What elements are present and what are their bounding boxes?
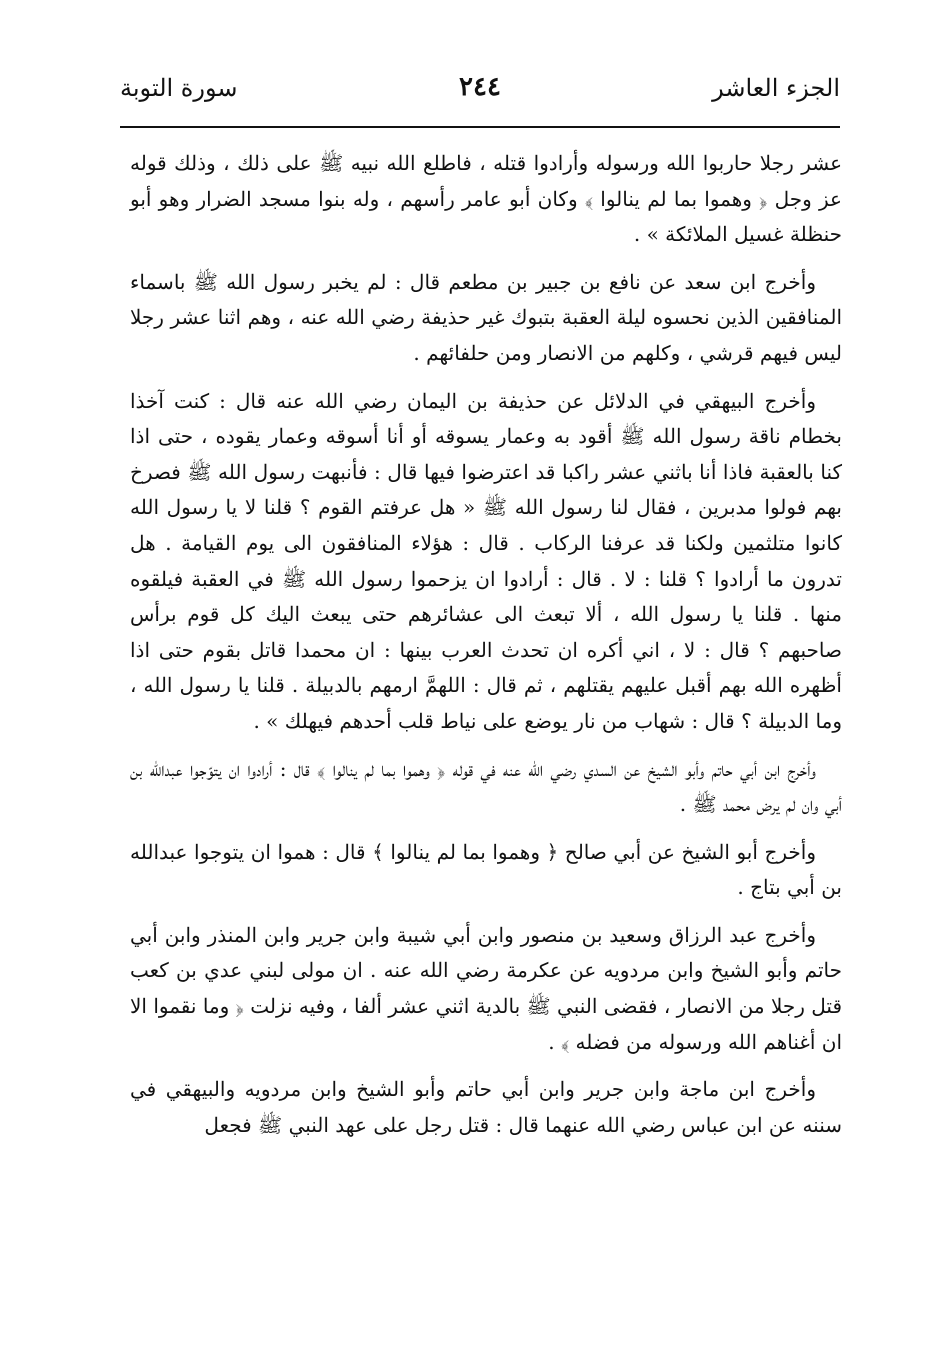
part-title: الجزء العاشر xyxy=(712,74,840,102)
paragraph: عشر رجلا حاربوا الله ورسوله وأرادوا قتله ، فاطلع الله نبيه ﷺ على ذلك ، وذلك قوله عز وجل ﴿ وهموا بما لم ينالوا ﴾ وكان أبو عامر رأسهم ، وله بنوا مسجد الضرار وهو أبو حنظلة غسيل الملائكة » . xyxy=(130,151,842,247)
paragraph: وأخرج ابن أبي حاتم وأبو الشيخ عن السدي رضي الله عنه في قوله ﴿ وهموا بما لم ينالوا ﴾ قال : أرادوا ان يتوّجوا عبدالله بن أبي وان لم يرض محمد ﷺ . xyxy=(130,756,842,817)
paragraph: وأخرج أبو الشيخ عن أبي صالح ﴿ وهموا بما لم ينالوا ﴾ قال : هموا ان يتوجوا عبدالله بن أبي بتاج . xyxy=(130,839,842,900)
header-divider xyxy=(120,126,840,128)
page-number: ٢٤٤ xyxy=(459,72,501,102)
page-header xyxy=(120,70,840,120)
paragraph: وأخرج عبد الرزاق وسعيد بن منصور وابن أبي شيبة وابن جرير وابن المنذر وابن أبي حاتم وأبو الشيخ وابن مردويه عن عكرمة رضي الله عنه . ان مولى لبني عدي بن كعب قتل رجلا من الانصار ، فقضى النبي ﷺ بالدية اثني عشر ألفا ، وفيه نزلت ﴿ وما نقموا الا ان أغناهم الله ورسوله من فضله ﴾ . xyxy=(130,922,842,1054)
body-text xyxy=(130,146,842,1155)
paragraph: وأخرج ابن سعد عن نافع بن جبير بن مطعم قال : لم يخبر رسول الله ﷺ باسماء المنافقين الذين نحسوه ليلة العقبة بتبوك غير حذيفة رضي الله عنه ، وهم اثنا عشر رجلا ليس فيهم قرشي ، وكلهم من الانصار ومن حلفائهم . xyxy=(130,269,842,365)
paragraph: وأخرج ابن ماجة وابن جرير وابن أبي حاتم وأبو الشيخ وابن مردويه والبيهقي في سننه عن ابن عباس رضي الله عنهما قال : قتل رجل على عهد النبي ﷺ فجعل xyxy=(130,1077,842,1137)
surah-title: سورة التوبة xyxy=(120,74,238,102)
paragraph: وأخرج البيهقي في الدلائل عن حذيفة بن اليمان رضي الله عنه قال : كنت آخذا بخطام ناقة رسول الله ﷺ أقود به وعمار يسوقه أو أنا أسوقه وعمار يقوده ، حتى اذا كنا بالعقبة فاذا أنا باثني عشر راكبا قد اعترضوا فيها قال : فأنبهت رسول الله ﷺ فصرخ بهم فولوا مدبرين ، فقال لنا رسول الله ﷺ « هل عرفتم القوم ؟ قلنا لا يا رسول الله كانوا متلثمين ولكنا قد عرفنا الركاب . قال : هؤلاء المنافقون الى يوم القيامة . هل تدرون ما أرادوا ؟ قلنا : لا . قال : أرادوا ان يزحموا رسول الله ﷺ في العقبة فيلقوه منها . قلنا يا رسول الله ، ألا تبعث الى عشائرهم حتى يبعث اليك كل قوم برأس صاحبهم ؟ قال : لا ، اني أكره ان تحدث العرب بينها : ان محمدا قاتل بقوم حتى اذا أظهره الله بهم أقبل عليهم يقتلهم ، ثم قال : اللهمَّ ارمهم بالدبيلة . قلنا يا رسول الله ، وما الدبيلة ؟ قال : شهاب من نار يوضع على نياط قلب أحدهم فيهلك » . xyxy=(130,388,842,733)
